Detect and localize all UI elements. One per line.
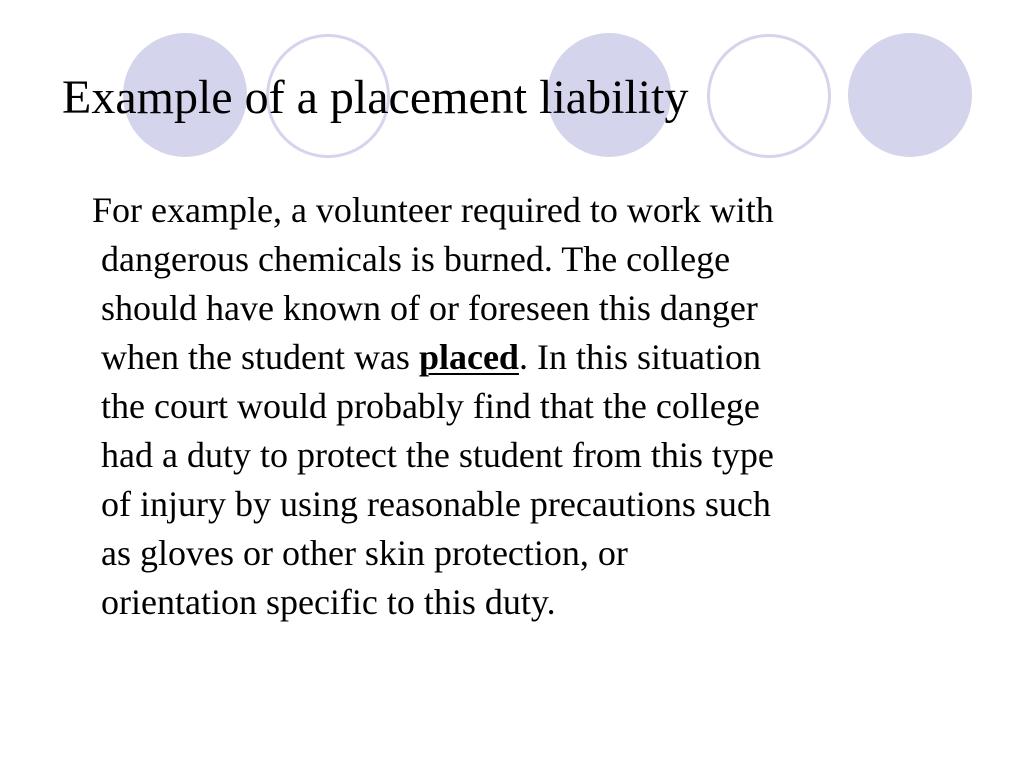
body-line — [101, 333, 971, 382]
slide-title: Example of a placement liability — [62, 71, 689, 124]
body-line: orientation specific to this duty. — [101, 582, 556, 622]
body-line: of injury by using reasonable precautions such — [101, 484, 771, 524]
slide-body-text — [92, 186, 971, 627]
body-line: had a duty to protect the student from this type — [101, 435, 774, 475]
body-text-segment: . In this situation — [518, 337, 761, 377]
decorative-circle-filled — [848, 33, 972, 157]
body-line: the court would probably find that the college — [101, 386, 760, 426]
body-line: as gloves or other skin protection, or — [101, 533, 628, 573]
body-line: For example, a volunteer required to work with — [92, 190, 774, 230]
body-line: dangerous chemicals is burned. The college — [101, 239, 731, 279]
body-text-segment: when the student was — [101, 337, 419, 377]
body-line: should have known of or foreseen this danger — [101, 288, 758, 328]
emphasized-word: placed — [418, 337, 519, 377]
decorative-circle-outline — [707, 34, 831, 158]
